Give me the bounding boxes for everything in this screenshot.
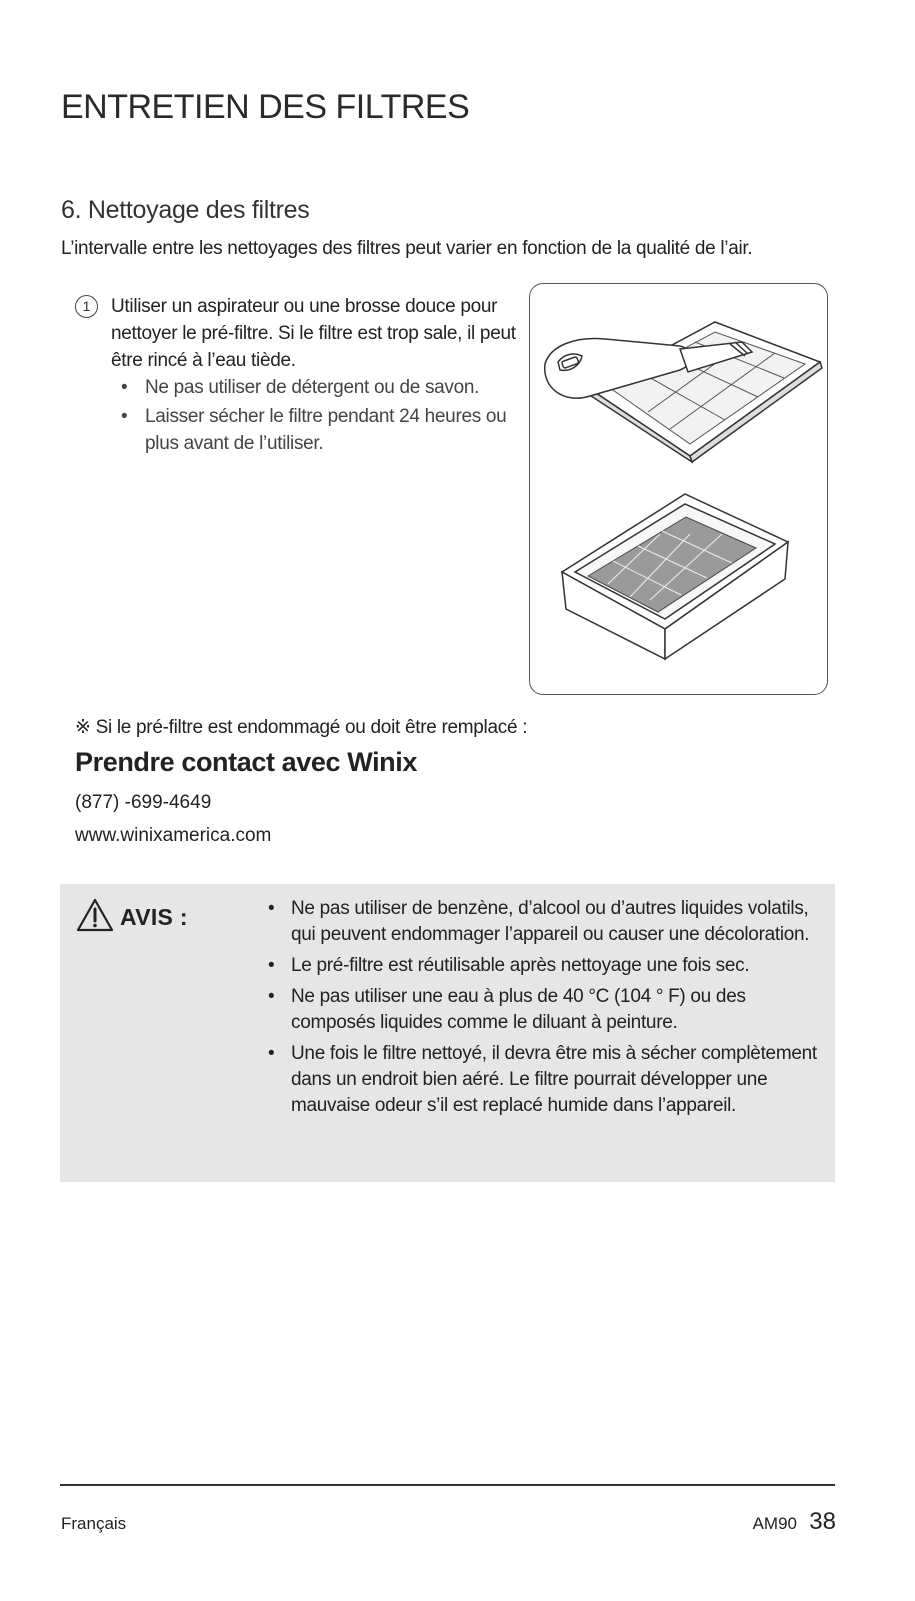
section-title: 6. Nettoyage des filtres xyxy=(61,196,310,224)
phone-number: (877) -699-4649 xyxy=(75,792,212,813)
list-item: • Le pré-filtre est réutilisable après nettoyage une fois sec. xyxy=(268,953,823,979)
notice-list xyxy=(268,896,823,1124)
list-item: • Ne pas utiliser de détergent ou de savon. xyxy=(111,374,521,401)
contact-title: Prendre contact avec Winix xyxy=(75,747,417,777)
page-title: ENTRETIEN DES FILTRES xyxy=(61,88,470,126)
footer-language: Français xyxy=(61,1514,127,1533)
list-item: • Laisser sécher le filtre pendant 24 heures ou plus avant de l’utiliser. xyxy=(111,403,521,457)
list-item: • Une fois le filtre nettoyé, il devra être mis à sécher complètement dans un endroit bien aéré. Le filtre pourrait développer une mauvaise odeur s’il est replacé humide dans l’appareil. xyxy=(268,1041,823,1119)
notice-box xyxy=(60,884,835,1182)
step-number: 1 xyxy=(75,295,98,318)
replacement-note: ※ Si le pré-filtre est endommagé ou doit être remplacé : xyxy=(75,717,528,738)
intro-text: L’intervalle entre les nettoyages des filtres peut varier en fonction de la qualité de l’air. xyxy=(61,238,753,259)
notice-header xyxy=(76,898,188,937)
step-text: Utiliser un aspirateur ou une brosse douce pour nettoyer le pré-filtre. Si le filtre est trop sale, il peut être rincé à l’eau tiède. xyxy=(111,296,516,371)
cleaning-illustration xyxy=(529,283,828,695)
footer-divider xyxy=(60,1484,835,1486)
step-bullet-list xyxy=(111,374,521,459)
list-item: • Ne pas utiliser une eau à plus de 40 °C (104 ° F) ou des composés liquides comme le diluant à peinture. xyxy=(268,984,823,1036)
notice-label: AVIS : xyxy=(120,904,188,930)
website-link[interactable]: www.winixamerica.com xyxy=(75,825,272,846)
page-number: 38 xyxy=(809,1508,836,1535)
warning-triangle-icon xyxy=(76,898,114,937)
footer-model: AM90 xyxy=(752,1514,797,1533)
list-item: • Ne pas utiliser de benzène, d’alcool ou d’autres liquides volatils, qui peuvent endommager l’appareil ou causer une décoloration. xyxy=(268,896,823,948)
filter-cleaning-drawing xyxy=(530,284,827,694)
